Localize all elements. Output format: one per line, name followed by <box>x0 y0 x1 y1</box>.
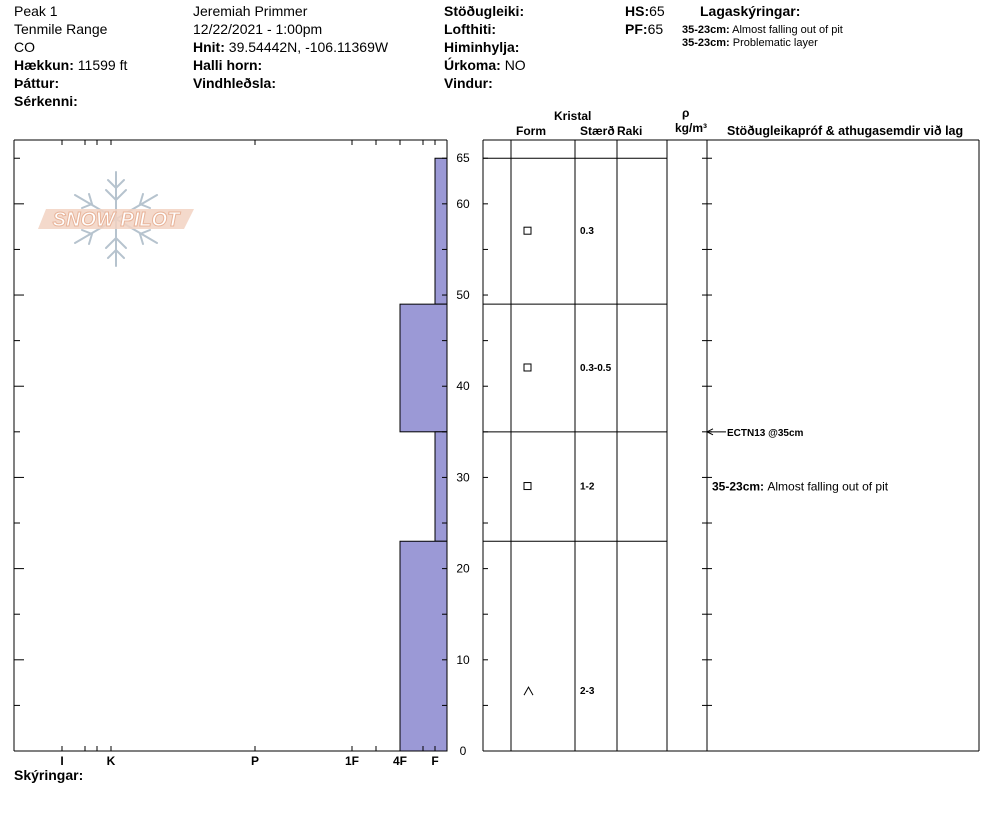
crystal-size-label: 2-3 <box>580 686 595 698</box>
elevation-value: 11599 ft <box>77 57 128 73</box>
state-name: CO <box>14 39 35 55</box>
rho-header: ρ <box>682 106 690 120</box>
hardness-tick-label: 4F <box>392 754 408 768</box>
hardness-tick-label: I <box>60 754 64 768</box>
datetime: 12/22/2021 - 1:00pm <box>193 21 323 37</box>
hardness-bar <box>400 541 447 751</box>
square-icon <box>524 483 531 490</box>
wind-loading-label: Vindhleðsla: <box>193 75 276 91</box>
layer-notes-title: Lagaskýringar: <box>700 3 801 19</box>
stability-test-label: ECTN13 @35cm <box>727 427 804 439</box>
depth-tick-label: 0 <box>459 744 467 758</box>
moisture-header: Raki <box>617 124 643 138</box>
layer-note-range: 35-23cm: <box>682 37 730 49</box>
air-temp-label: Lofthiti: <box>444 21 497 37</box>
square-icon <box>524 364 531 371</box>
hardness-tick-label: 1F <box>344 754 360 768</box>
density-unit: kg/m³ <box>675 121 708 135</box>
logo-text: SNOW PILOT <box>52 209 180 231</box>
hardness-tick-label: P <box>250 754 260 768</box>
layer-note-text: Problematic layer <box>732 37 818 49</box>
hardness-bar <box>400 304 447 432</box>
pf-value: 65 <box>647 21 664 37</box>
form-header: Form <box>516 124 546 138</box>
precip-label: Úrkoma: <box>444 57 501 73</box>
precip-value: NO <box>504 57 526 73</box>
depth-tick-label: 10 <box>456 652 470 667</box>
size-header: Stærð <box>580 124 615 138</box>
observer-name: Jeremiah Primmer <box>193 3 308 19</box>
location-name: Peak 1 <box>14 3 58 19</box>
hardness-bar <box>435 432 447 541</box>
aspect-label: Þáttur: <box>14 75 60 91</box>
crystal-size-label: 0.3 <box>580 226 594 238</box>
tests-header: Stöðugleikapróf & athugasemdir við lag <box>727 124 964 138</box>
hs-value: 65 <box>649 3 665 19</box>
hardness-tick-label: F <box>431 754 439 768</box>
pf-label: PF: <box>625 21 648 37</box>
depth-tick-label: 50 <box>456 288 470 303</box>
layer-note-range: 35-23cm: <box>682 24 730 36</box>
depth-tick-label: 30 <box>456 470 470 485</box>
coords-label: Hnit: <box>193 39 225 55</box>
range-name: Tenmile Range <box>14 21 108 37</box>
layer-comment: 35-23cm: Almost falling out of pit <box>712 479 889 494</box>
slope-label: Halli horn: <box>193 57 263 73</box>
wind-label: Vindur: <box>444 75 493 91</box>
depth-tick-label: 20 <box>456 561 470 576</box>
crystal-size-label: 0.3-0.5 <box>580 362 612 374</box>
depth-tick-label: 40 <box>456 379 470 394</box>
layer-note-text: Almost falling out of pit <box>732 24 843 36</box>
crystal-header: Kristal <box>554 109 592 123</box>
crystal-size-label: 1-2 <box>580 481 595 493</box>
sky-label: Himinhylja: <box>444 39 520 55</box>
elevation-label: Hækkun: <box>14 57 74 73</box>
comments-label: Skýringar: <box>14 767 84 783</box>
caret-icon <box>524 687 533 695</box>
specifics-label: Sérkenni: <box>14 93 78 109</box>
hardness-bar <box>435 158 447 304</box>
depth-tick-label: 60 <box>456 196 470 211</box>
square-icon <box>524 227 531 234</box>
stability-label: Stöðugleiki: <box>444 3 525 19</box>
hardness-tick-label: K <box>106 754 116 768</box>
coords-value: 39.54442N, -106.11369W <box>228 39 389 55</box>
depth-tick-label: 65 <box>456 151 470 166</box>
hs-label: HS: <box>625 3 650 19</box>
